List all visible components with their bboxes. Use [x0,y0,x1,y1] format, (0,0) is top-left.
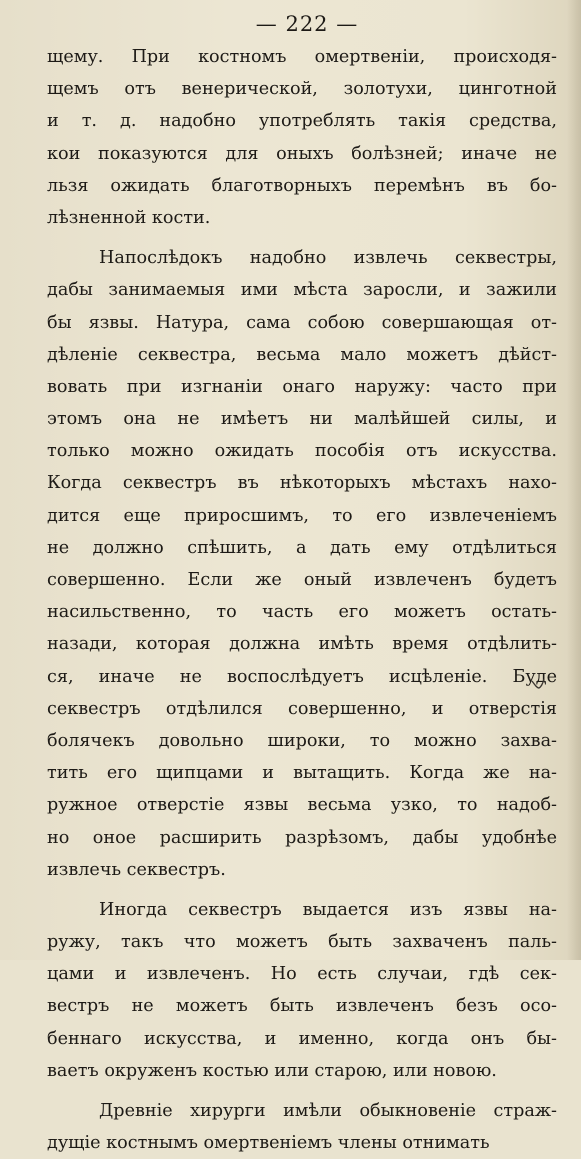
text-line: Иногда секвестръ выдается изъ язвы на- [99,899,557,920]
text-line: ружное отверстiе язвы весьма узко, то надоб- [47,795,557,816]
text-line: извлечь секвестръ. [47,859,226,880]
text-line: бы язвы. Натура, сама собою совершающая от- [47,312,557,333]
paragraph [47,1095,557,1159]
pencil-mark [531,678,545,690]
text-line: щемъ отъ венерической, золотухи, цинготной [47,79,557,100]
paragraph-gap [47,234,557,242]
text-line: Напослѣдокъ надобно извлечь секвестры, [99,248,557,269]
text-line: тить его щипцами и вытащить. Когда же на- [47,763,557,784]
text-line: не должно спѣшить, а дать ему отдѣлиться [47,537,557,558]
text-line: дабы занимаемыя ими мѣста заросли, и зажили [47,280,557,301]
text-line: этомъ она не имѣетъ ни малѣйшей силы, и [47,409,557,430]
text-line: лѣзненной кости. [47,207,211,228]
page-edge-shadow [567,0,581,960]
text-line: Древнiе хирурги имѣли обыкновенiе страж- [99,1101,557,1121]
text-line: дущiе костнымъ омертвенiемъ члены отнимать [47,1133,490,1154]
text-line: Когда секвестръ въ нѣкоторыхъ мѣстахъ нахо- [47,473,557,494]
text-line: секвестръ отдѣлился совершенно, и отверстiя [47,698,557,719]
text-line: ваетъ окруженъ костью или старою, или новою. [47,1060,497,1081]
text-line: болячекъ довольно широки, то можно захва- [47,730,557,751]
paragraph [47,242,557,886]
paragraph-gap [47,1087,557,1095]
text-line: насильственно, то часть его можетъ остать- [47,602,557,623]
text-line: цами и извлеченъ. Но есть случаи, гдѣ сек- [47,964,557,985]
text-line: вовать при изгнанiи онаго наружу: часто при [47,376,557,397]
text-line: только можно ожидать пособiя отъ искусства. [47,441,557,462]
text-line: ружу, такъ что можетъ быть захваченъ паль- [47,932,557,953]
text-line: кои показуются для оныхъ болѣзней; иначе не [47,143,557,164]
text-line: и т. д. надобно употреблять такiя средства, [47,111,557,132]
text-line: вестръ не можетъ быть извлеченъ безъ осо- [47,996,557,1017]
text-line: назади, которая должна имѣть время отдѣлить- [47,634,557,655]
text-line: дѣленiе секвестра, весьма мало можетъ дѣйст- [47,344,557,365]
paragraph-gap [47,886,557,894]
text-line: совершенно. Если же оный извлеченъ будетъ [47,570,557,590]
text-line: ся, иначе не воспослѣдуетъ исцѣленiе. Буде [47,666,557,687]
text-line: щему. При костномъ омертвенiи, происходя- [47,47,557,67]
text-line: беннаго искусства, и именно, когда онъ бы- [47,1028,557,1049]
paragraph [47,41,557,234]
text-line: но оное расширить разрѣзомъ, дабы удобнѣе [47,827,557,848]
page-number: — 222 — [255,12,359,36]
text-line: льзя ожидать благотворныхъ перемѣнъ въ бо- [47,175,557,196]
paragraph [47,894,557,1087]
text-line: дится еще приросшимъ, то его извлеченiемъ [47,505,557,526]
page-text [47,41,557,1159]
